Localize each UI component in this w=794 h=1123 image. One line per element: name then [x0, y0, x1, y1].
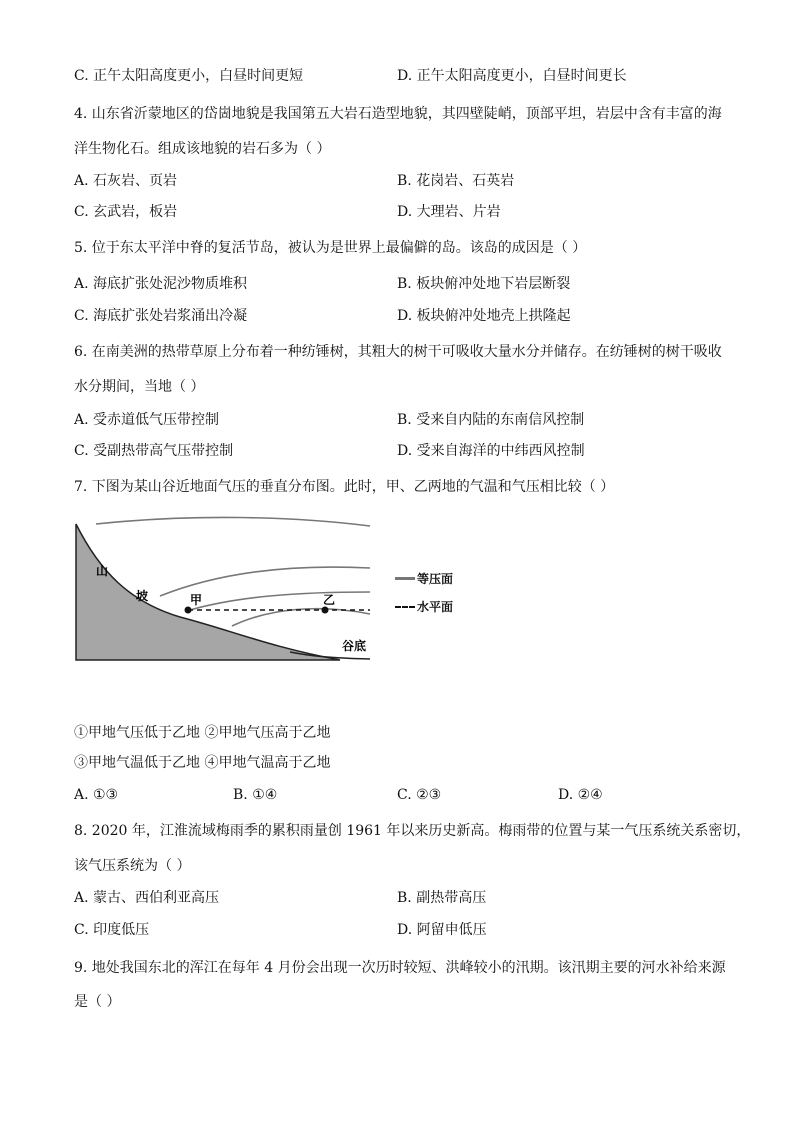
isobar-3: [190, 592, 370, 610]
isobar-top: [96, 517, 370, 526]
point-yi: [322, 607, 329, 614]
q4-stem-line1: 4. 山东省沂蒙地区的岱崮地貌是我国第五大岩石造型地貌，其四壁陡峭，顶部平坦，岩层中含有丰富的海: [74, 106, 722, 122]
isobar-4: [232, 609, 370, 626]
q5-stem: 5. 位于东太平洋中脊的复活节岛，被认为是世界上最偏僻的岛。该岛的成因是（ ）: [74, 240, 587, 256]
q8-option-b: B. 副热带高压: [397, 890, 487, 906]
q7-statements-1: ①甲地气压低于乙地 ②甲地气压高于乙地: [74, 725, 331, 741]
q4-option-b: B. 花岗岩、石英岩: [397, 173, 515, 189]
q8-stem-line1: 8. 2020 年，江淮流域梅雨季的累积雨量创 1961 年以来历史新高。梅雨带的位置与某一气压系统关系密切，: [74, 823, 751, 839]
q7-stem: 7. 下图为某山谷近地面气压的垂直分布图。此时，甲、乙两地的气温和气压相比较（ ）: [74, 479, 615, 495]
q4-option-c: C. 玄武岩，板岩: [74, 204, 178, 220]
q5-option-b: B. 板块俯冲处地下岩层断裂: [397, 276, 571, 292]
legend-isobar-label: 等压面: [417, 572, 454, 586]
q9-stem-line1: 9. 地处我国东北的浑江在每年 4 月份会出现一次历时较短、洪峰较小的汛期。该汛期主要的河水补给来源: [74, 960, 726, 976]
q3-option-d: D. 正午太阳高度更小，白昼时间更长: [397, 68, 627, 84]
legend-isobar: [395, 570, 453, 587]
label-slope: 坡: [136, 589, 149, 603]
q6-stem-line2: 水分期间，当地（ ）: [74, 379, 205, 395]
q4-option-a: A. 石灰岩、页岩: [74, 173, 178, 189]
q6-stem-line1: 6. 在南美洲的热带草原上分布着一种纺锤树，其粗大的树干可吸收大量水分并储存。在纺锤树的树干吸收: [74, 344, 722, 360]
q5-option-c: C. 海底扩张处岩浆涌出冷凝: [74, 308, 248, 324]
q6-option-a: A. 受赤道低气压带控制: [74, 412, 220, 428]
q8-stem-line2: 该气压系统为（ ）: [74, 858, 191, 874]
q9-stem-line2: 是（ ）: [74, 994, 121, 1010]
diagram-legend: [395, 570, 515, 620]
label-mountain: 山: [96, 564, 109, 578]
q8-option-c: C. 印度低压: [74, 922, 150, 938]
mountain-slope-shape: [76, 524, 340, 660]
q7-option-c: C. ②③: [397, 787, 442, 803]
q5-option-a: A. 海底扩张处泥沙物质堆积: [74, 276, 248, 292]
q3-option-c: C. 正午太阳高度更小，白昼时间更短: [74, 68, 304, 84]
q4-stem-line2: 洋生物化石。组成该地貌的岩石多为（ ）: [74, 141, 331, 157]
q8-option-d: D. 阿留申低压: [397, 922, 487, 938]
label-yi: 乙: [323, 593, 336, 607]
q6-option-c: C. 受副热带高气压带控制: [74, 443, 234, 459]
legend-isobar-swatch: [395, 577, 415, 580]
q7-option-b: B. ①④: [233, 787, 278, 803]
legend-horizontal: [395, 598, 453, 615]
legend-horizontal-label: 水平面: [417, 600, 454, 614]
q8-option-a: A. 蒙古、西伯利亚高压: [74, 890, 220, 906]
q7-option-a: A. ①③: [74, 787, 119, 803]
q7-statements-2: ③甲地气温低于乙地 ④甲地气温高于乙地: [74, 755, 331, 771]
q4-option-d: D. 大理岩、片岩: [397, 204, 501, 220]
label-valley: 谷底: [342, 639, 367, 653]
q7-option-d: D. ②④: [558, 787, 603, 803]
q6-option-b: B. 受来自内陆的东南信风控制: [397, 412, 585, 428]
q5-option-d: D. 板块俯冲处地壳上拱隆起: [397, 308, 571, 324]
label-jia: 甲: [190, 593, 203, 607]
point-jia: [185, 607, 192, 614]
legend-horizontal-swatch: [395, 606, 415, 608]
q6-option-d: D. 受来自海洋的中纬西风控制: [397, 443, 585, 459]
